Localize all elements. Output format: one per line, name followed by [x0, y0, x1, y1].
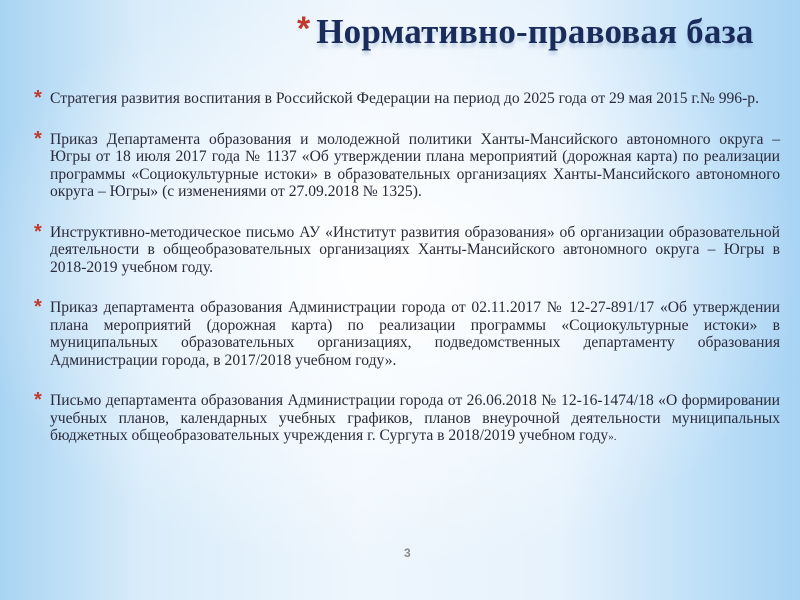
list-item-text: Приказ департамента образования Администрации города от 02.11.2017 № 12-27-891/17 «Об утверждении плана мероприятий (дорожная карта) по реализации программы «Социокультурные истоки» в муниципальных образовательных организациях, подведомственных департаменту образования Администрации города, в 2017/2018 учебном году».: [50, 299, 780, 369]
list-item: [28, 87, 780, 109]
list-item-text: Инструктивно-методическое письмо АУ «Институт развития образования» об организации образовательной деятельности в общеобразовательных организациях Ханты-Мансийского автономного округа – Югры в 2018-2019 учебном году.: [50, 223, 780, 276]
asterisk-bullet-icon: *: [34, 389, 42, 411]
document-list: [28, 87, 780, 470]
list-item: [28, 220, 780, 277]
asterisk-bullet-icon: *: [34, 296, 42, 318]
asterisk-bullet-icon: *: [34, 127, 42, 150]
list-item-text-main: Письмо департамента образования Администрации города от 26.06.2018 № 12-16-1474/18 «О формировании учебных планов, календарных учебных графиков, планов внеурочной деятельности муниципальных бюджетных общеобразовательных учреждения г. Сургута в 2018/2019 учебном году: [50, 392, 780, 444]
asterisk-bullet-icon: *: [34, 220, 42, 243]
slide-title: [297, 12, 800, 60]
list-item: [28, 389, 780, 447]
title-asterisk-icon: *: [297, 10, 311, 48]
asterisk-bullet-icon: *: [34, 87, 42, 109]
page-number: 3: [404, 546, 411, 560]
list-item: [28, 127, 780, 201]
title-text: Нормативно-правовая база: [316, 12, 754, 51]
list-item-text: Стратегия развития воспитания в Российской Федерации на период до 2025 года от 29 мая 2015 г.№ 996-р.: [50, 90, 759, 107]
list-item-text: Приказ Департамента образования и молодежной политики Ханты-Мансийского автономного округа – Югры от 18 июля 2017 года № 1137 «Об утверждении плана мероприятий (дорожная карта) по реализации программы «Социокультурные истоки» в образовательных организациях Ханты-Мансийского автономного округа – Югры» (с изменениями от 27.09.2018 № 1325).: [50, 130, 780, 200]
list-item-text: [50, 392, 780, 447]
list-item-text-tail: ».: [608, 431, 617, 443]
list-item: [28, 296, 780, 369]
